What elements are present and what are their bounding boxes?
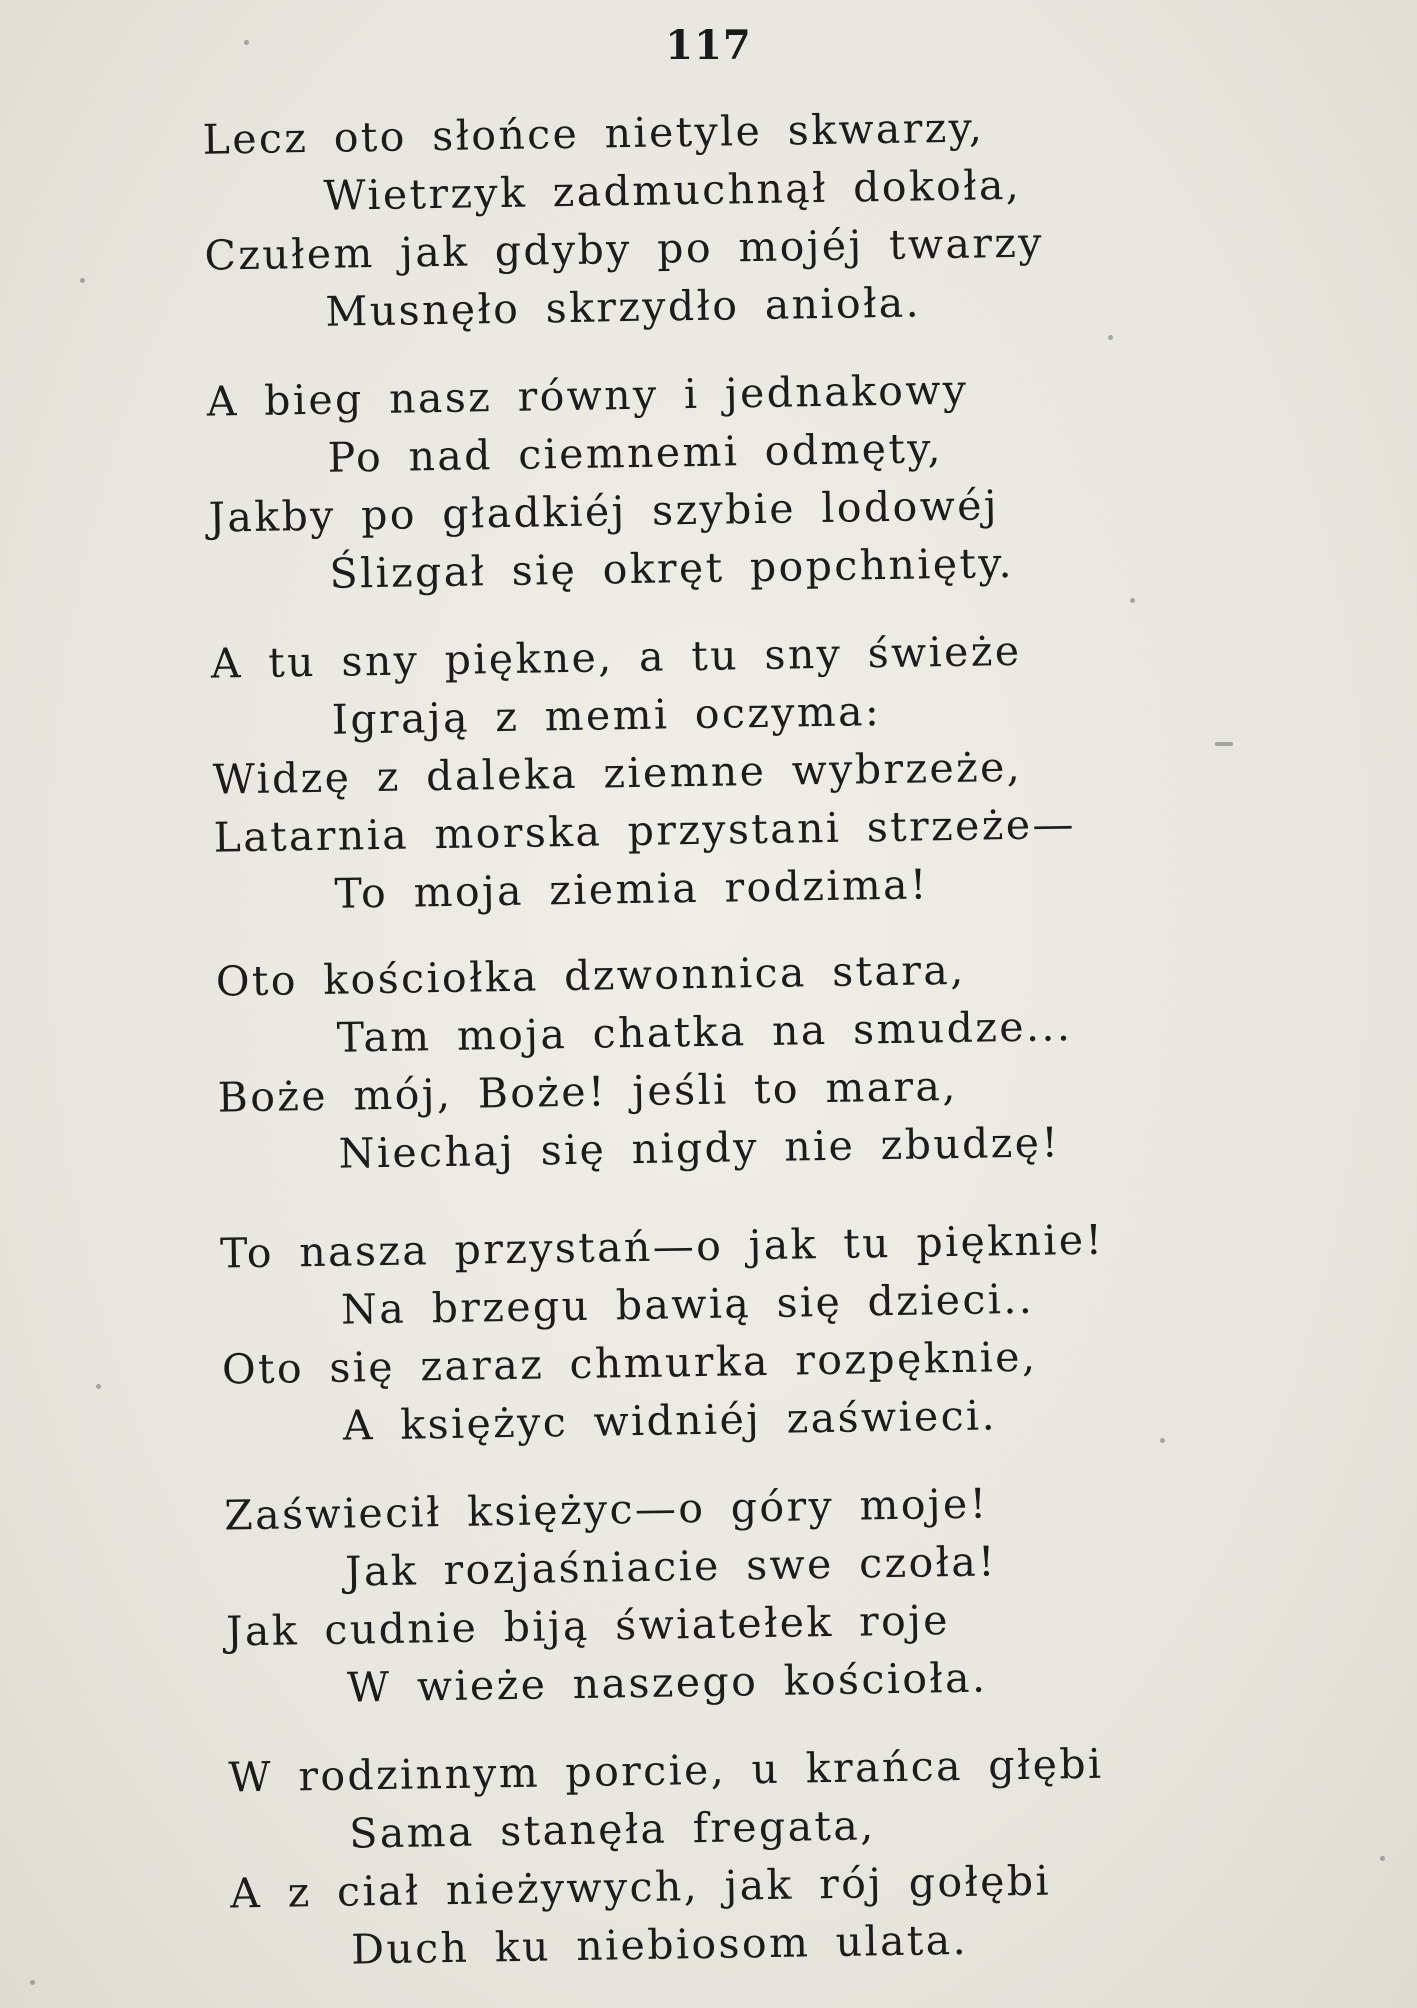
poem-line: Oto się zaraz chmurka rozpęknie, xyxy=(221,1332,1038,1394)
poem-line: A bieg nasz równy i jednakowy xyxy=(206,365,969,426)
poem-line: Musnęło skrzydło anioła. xyxy=(325,278,922,336)
poem-line: Wietrzyk zadmuchnął dokoła, xyxy=(323,160,1022,220)
poem xyxy=(0,101,1401,1974)
stanza-3 xyxy=(0,625,1409,918)
paper-speck xyxy=(1380,1856,1385,1861)
poem-line: A z ciał nieżywych, jak rój gołębi xyxy=(229,1856,1052,1918)
poem-line: Widzę z daleka ziemne wybrzeże, xyxy=(212,742,1023,804)
stanza-5 xyxy=(2,1215,1417,1450)
stanza-7 xyxy=(10,1739,1417,1974)
poem-line: W rodzinnym porcie, u krańca głębi xyxy=(228,1739,1104,1802)
poem-line: A księżyc widniéj zaświeci. xyxy=(342,1391,998,1450)
poem-line: Lecz oto słońce nietyle skwarzy, xyxy=(202,103,985,164)
poem-line: Po nad ciemnemi odmęty, xyxy=(327,424,944,482)
paper-speck xyxy=(1215,742,1233,746)
paper-speck xyxy=(1130,598,1135,603)
paper-speck xyxy=(1160,1438,1165,1443)
paper-speck xyxy=(80,278,85,283)
stanza-1 xyxy=(0,101,1401,336)
poem-line: W wieże naszego kościoła. xyxy=(346,1653,988,1712)
poem-line: Ślizgał się okręt popchnięty. xyxy=(329,539,1015,598)
poem-line: Jakby po gładkiéj szybie lodowéj xyxy=(208,481,1000,542)
poem-line: Jak rozjaśniacie swe czoła! xyxy=(344,1537,998,1596)
poem-line: Niechaj się nigdy nie zbudzę! xyxy=(338,1118,1061,1178)
poem-line: Sama stanęła fregata, xyxy=(348,1801,876,1858)
stanza-6 xyxy=(6,1477,1417,1712)
stanza-4 xyxy=(0,943,1414,1178)
poem-line: Zaświecił księżyc—o góry moje! xyxy=(223,1479,989,1540)
poem-line: Czułem jak gdyby po mojéj twarzy xyxy=(204,218,1045,280)
paper-speck xyxy=(96,1384,101,1389)
poem-line: Latarnia morska przystani strzeże— xyxy=(213,800,1077,862)
poem-line: To nasza przystań—o jak tu pięknie! xyxy=(219,1215,1105,1278)
poem-line: Igrają z memi oczyma: xyxy=(331,687,882,744)
poem-line: Oto kościołka dzwonnica stara, xyxy=(215,945,966,1006)
poem-line: Boże mój, Boże! jeśli to mara, xyxy=(217,1061,959,1122)
poem-line: Duch ku niebiosom ulata. xyxy=(350,1915,969,1974)
paper-speck xyxy=(30,1980,35,1985)
stanza-2 xyxy=(0,363,1405,598)
poem-line: Jak cudnie biją światełek roje xyxy=(225,1596,951,1656)
paper-speck xyxy=(1108,335,1113,340)
poem-line: Tam moja chatka na smudze... xyxy=(336,1002,1073,1062)
poem-line: Na brzegu bawią się dzieci.. xyxy=(340,1274,1035,1334)
poem-line: A tu sny piękne, a tu sny świeże xyxy=(210,626,1022,688)
paper-speck xyxy=(244,40,249,45)
poem-line: To moja ziemia rodzima! xyxy=(334,860,930,918)
page-number: 117 xyxy=(665,22,752,69)
